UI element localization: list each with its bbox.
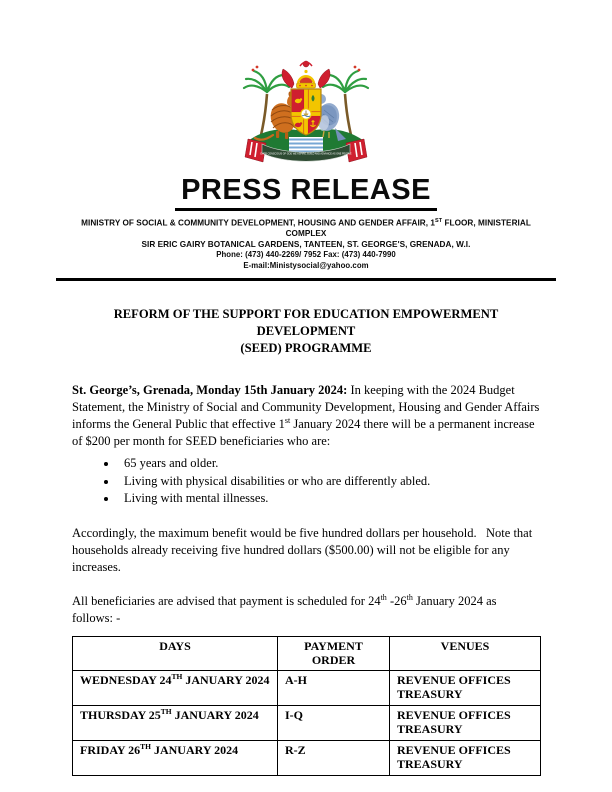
payment-schedule-table xyxy=(72,636,541,776)
paragraph-benefit-cap: Accordingly, the maximum benefit would be five hundred dollars per household. Note that households already receiving five hundred dollars ($500.00) will not be eligible for any increases. xyxy=(72,525,536,574)
venue-cell: REVENUE OFFICES TREASURY xyxy=(390,670,541,705)
day-cell: WEDNESDAY 24TH JANUARY 2024 xyxy=(73,670,278,705)
venue-cell: REVENUE OFFICES TREASURY xyxy=(390,740,541,775)
header-divider-rule xyxy=(56,278,556,281)
payment-order-cell: I-Q xyxy=(278,705,390,740)
column-header-payment-order: PAYMENT ORDER xyxy=(278,636,390,670)
ministry-address-line-1: MINISTRY OF SOCIAL & COMMUNITY DEVELOPMENT, HOUSING AND GENDER AFFAIR, 1ST FLOOR, MINISTERIAL COMPLEX xyxy=(81,218,531,239)
payment-order-cell: A-H xyxy=(278,670,390,705)
table-header-row xyxy=(73,636,541,670)
bullet-item: • Living with physical disabilities or who are differently abled. xyxy=(118,473,540,491)
table-row xyxy=(73,670,541,705)
column-header-venues: VENUES xyxy=(390,636,541,670)
press-release-title: PRESS RELEASE xyxy=(175,174,437,211)
paragraph-intro: St. George’s, Grenada, Monday 15th January 2024: In keeping with the 2024 Budget Statement, the Ministry of Social and Community Development, Housing and Gender Affairs informs the General Public that effective 1st January 2024 there will be a permanent increase of $200 per month for SEED beneficiaries who are: xyxy=(72,383,543,449)
release-heading-line-2: (SEED) PROGRAMME xyxy=(240,341,372,356)
phone-fax-line: Phone: (473) 440-2269/ 7952 Fax: (473) 440-7990 xyxy=(216,250,396,260)
table-row xyxy=(73,740,541,775)
day-cell: THURSDAY 25TH JANUARY 2024 xyxy=(73,705,278,740)
grenada-coat-of-arms-icon xyxy=(240,38,372,172)
bullet-item: • Living with mental illnesses. xyxy=(118,490,540,508)
column-header-days: DAYS xyxy=(73,636,278,670)
ministry-address-line-2: SIR ERIC GAIRY BOTANICAL GARDENS, TANTEEN, ST. GEORGE'S, GRENADA, W.I. xyxy=(141,239,471,249)
venue-cell: REVENUE OFFICES TREASURY xyxy=(390,705,541,740)
email-line: E-mail:Ministysocial@yahoo.com xyxy=(243,260,369,270)
payment-order-cell: R-Z xyxy=(278,740,390,775)
coat-of-arms xyxy=(72,38,540,172)
day-cell: FRIDAY 26TH JANUARY 2024 xyxy=(73,740,278,775)
release-heading-line-1: REFORM OF THE SUPPORT FOR EDUCATION EMPOWERMENT DEVELOPMENT xyxy=(113,307,499,339)
crown-icon xyxy=(297,70,316,88)
masthead xyxy=(72,38,540,271)
release-heading xyxy=(72,306,540,357)
paragraph-payment-schedule: All beneficiaries are advised that payment is scheduled for 24th -26th January 2024 as follows: - xyxy=(72,592,500,625)
shield-icon xyxy=(291,89,321,136)
bullet-item: • 65 years and older. xyxy=(118,455,540,473)
motto-text: EVER CONSCIOUS OF GOD WE ASPIRE, BUILD AND ADVANCE AS ONE PEOPLE xyxy=(260,152,352,156)
beneficiary-bullet-list xyxy=(72,455,540,508)
table-row xyxy=(73,705,541,740)
